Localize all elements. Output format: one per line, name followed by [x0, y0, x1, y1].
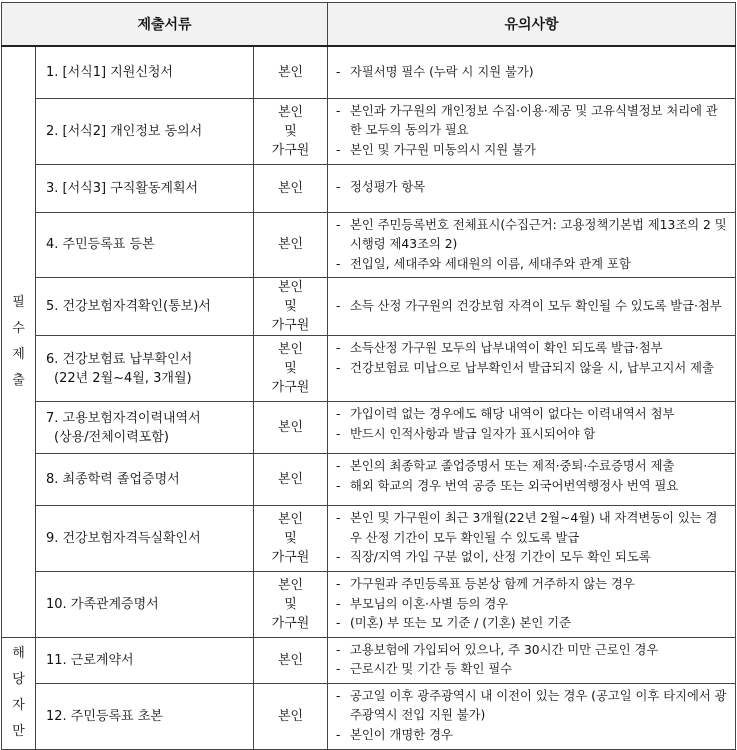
note-text: 반드시 인적사항과 발급 일자가 표시되어야 함	[350, 426, 596, 441]
group-char: 만	[12, 724, 25, 739]
note-text: 가입이력 없는 경우에도 해당 내역이 없다는 이력내역서 첨부	[350, 407, 675, 421]
note-item	[336, 425, 729, 445]
submitter-label: 본인	[277, 512, 304, 527]
bullet-dash: -	[336, 217, 341, 232]
document-name: 3. [서식3] 구직활동계획서	[46, 180, 199, 196]
submitter-label: 및	[284, 299, 297, 314]
submitter-label: 본인	[277, 420, 304, 435]
notes-cell	[328, 46, 736, 98]
table-row	[2, 46, 736, 98]
table-header-row	[2, 3, 736, 47]
note-text: 본인의 최종학교 졸업증명서 또는 제적·중퇴·수료증명서 제출	[350, 459, 675, 473]
note-item	[336, 595, 729, 615]
note-text: 본인 및 가구원 미동의시 지원 불가	[350, 142, 536, 157]
document-name-cell	[36, 683, 254, 749]
notes-cell	[328, 212, 736, 278]
note-item	[336, 457, 729, 477]
document-name: 9. 건강보험자격득실확인서	[46, 531, 201, 546]
table-row	[2, 683, 736, 749]
submitter-cell	[254, 402, 328, 454]
notes-cell	[328, 278, 736, 336]
document-name: 12. 주민등록표 초본	[46, 708, 163, 724]
note-text: 본인과 가구원의 개인정보 수집·이용·제공 및 고유식별정보 처리에 관한 모두의 동의가 필요	[350, 103, 718, 137]
note-text: 정성평가 항목	[350, 180, 426, 195]
note-item	[336, 339, 729, 359]
document-name-cell	[36, 164, 254, 212]
note-text: 소득산정 가구원 모두의 납부내역이 확인 되도록 발급·첨부	[350, 341, 663, 355]
submitter-label: 및	[284, 596, 297, 612]
submitter-label: 본인	[277, 708, 304, 724]
bullet-dash: -	[336, 341, 341, 355]
submitter-cell	[254, 637, 328, 683]
note-item	[336, 405, 729, 425]
bullet-dash: -	[336, 459, 341, 473]
note-item	[336, 726, 729, 746]
document-name: 7. 고용보험자격이력내역서	[46, 410, 201, 426]
submitter-label: 가구원	[271, 380, 310, 395]
note-item	[336, 297, 729, 317]
notes-cell	[328, 454, 736, 506]
note-text: 근로시간 및 기간 등 확인 필수	[350, 662, 513, 676]
note-text: 고용보험에 가입되어 있으나, 주 30시간 미만 근로인 경우	[350, 642, 659, 657]
document-name: 6. 건강보험료 납부확인서	[46, 351, 193, 367]
note-text: 소득 산정 가구원의 건강보험 자격이 모두 확인될 수 있도록 발급·첨부	[350, 298, 722, 313]
note-text: 직장/지역 가입 구분 없이, 산정 기간이 모두 확인 되도록	[350, 550, 651, 564]
submitter-label: 및	[284, 123, 297, 139]
submitter-label: 및	[284, 361, 297, 376]
submitter-cell	[254, 683, 328, 749]
bullet-dash: -	[336, 596, 341, 611]
document-name-cell	[36, 454, 254, 506]
document-name-cell	[36, 212, 254, 278]
note-item	[336, 141, 729, 161]
group-char: 제	[12, 346, 25, 362]
document-name-cell	[36, 506, 254, 572]
note-item	[336, 660, 729, 680]
notes-cell	[328, 402, 736, 454]
note-item	[336, 255, 729, 275]
note-item	[336, 575, 729, 595]
table-row	[2, 637, 736, 683]
table-row	[2, 212, 736, 278]
table-row	[2, 336, 736, 402]
group-char: 필	[12, 294, 25, 310]
document-name: (22년 2월~4월, 3개월)	[54, 370, 192, 386]
bullet-dash: -	[336, 103, 341, 118]
group-char: 해	[12, 646, 25, 661]
table-row	[2, 506, 736, 572]
document-name: 8. 최종학력 졸업증명서	[46, 472, 180, 487]
header-docs: 제출서류	[2, 3, 328, 47]
table-row	[2, 454, 736, 506]
notes-cell	[328, 164, 736, 212]
submitter-label: 가구원	[271, 142, 310, 158]
note-text: (미혼) 부 또는 모 기준 / (기혼) 본인 기준	[350, 616, 571, 630]
notes-cell	[328, 336, 736, 402]
submitter-cell	[254, 212, 328, 278]
group-char: 당	[12, 672, 25, 687]
submitter-label: 가구원	[271, 550, 310, 565]
group-char: 자	[12, 698, 25, 713]
group-required-cell	[2, 46, 36, 637]
document-name-cell	[36, 572, 254, 638]
submitter-label: 본인	[277, 472, 304, 487]
group-char: 수	[12, 320, 25, 336]
notes-cell	[328, 683, 736, 749]
document-name-cell	[36, 336, 254, 402]
document-name-cell	[36, 46, 254, 98]
document-name-cell	[36, 278, 254, 336]
bullet-dash: -	[336, 256, 341, 271]
submitter-cell	[254, 454, 328, 506]
document-name: 10. 가족관계증명서	[46, 596, 159, 612]
document-name: 4. 주민등록표 등본	[46, 237, 155, 253]
table-row	[2, 572, 736, 638]
submitter-label: 가구원	[271, 318, 310, 333]
note-item	[336, 63, 729, 83]
header-notes: 유의사항	[328, 3, 736, 47]
submitter-label: 본인	[277, 180, 304, 196]
submitter-label: 가구원	[271, 615, 310, 631]
submitter-cell	[254, 278, 328, 336]
table-row	[2, 402, 736, 454]
submitter-cell	[254, 506, 328, 572]
bullet-dash: -	[336, 642, 341, 657]
note-item	[336, 509, 729, 548]
bullet-dash: -	[336, 426, 341, 441]
bullet-dash: -	[336, 511, 341, 525]
document-name-cell	[36, 402, 254, 454]
bullet-dash: -	[336, 478, 341, 493]
note-item	[336, 687, 729, 726]
notes-cell	[328, 572, 736, 638]
bullet-dash: -	[336, 577, 341, 591]
note-text: 부모님의 이혼·사별 등의 경우	[350, 596, 509, 611]
document-name: 5. 건강보험자격확인(통보)서	[46, 299, 211, 314]
note-text: 건강보험료 미납으로 납부확인서 발급되지 않을 시, 납부고지서 제출	[350, 360, 714, 375]
submitter-label: 본인	[277, 652, 304, 668]
note-item	[336, 477, 729, 497]
submitter-cell	[254, 572, 328, 638]
note-text: 해외 학교의 경우 번역 공증 또는 외국어번역행정사 번역 필요	[350, 478, 679, 493]
bullet-dash: -	[336, 180, 341, 195]
document-name-cell	[36, 98, 254, 164]
note-item	[336, 178, 729, 198]
submitter-cell	[254, 98, 328, 164]
document-name: 2. [서식2] 개인정보 동의서	[46, 123, 203, 139]
submitter-label: 본인	[277, 237, 304, 253]
note-item	[336, 548, 729, 568]
table-row	[2, 164, 736, 212]
group-char: 출	[12, 372, 25, 388]
table-row	[2, 278, 736, 336]
table-row	[2, 98, 736, 164]
bullet-dash: -	[336, 616, 341, 630]
group-applicable-cell	[2, 637, 36, 749]
document-name: 1. [서식1] 지원신청서	[46, 64, 173, 80]
notes-cell	[328, 506, 736, 572]
note-text: 가구원과 주민등록표 등본상 함께 거주하지 않는 경우	[350, 577, 635, 591]
note-text: 공고일 이후 광주광역시 내 이전이 있는 경우 (공고일 이후 타지에서 광주광역시 전입 지원 불가)	[350, 688, 727, 722]
bullet-dash: -	[336, 550, 341, 564]
note-item	[336, 614, 729, 634]
document-name: (상용/전체이력포함)	[54, 429, 169, 445]
bullet-dash: -	[336, 662, 341, 676]
bullet-dash: -	[336, 727, 341, 742]
note-text: 본인 및 가구원이 최근 3개월(22년 2월~4월) 내 자격변동이 있는 경우 산정 기간이 모두 확인될 수 있도록 발급	[350, 511, 718, 545]
note-item	[336, 216, 729, 255]
submitter-cell	[254, 164, 328, 212]
submitter-cell	[254, 336, 328, 402]
document-name: 11. 근로계약서	[46, 652, 134, 668]
notes-cell	[328, 98, 736, 164]
document-name-cell	[36, 637, 254, 683]
note-item	[336, 359, 729, 379]
bullet-dash: -	[336, 298, 341, 313]
note-text: 본인 주민등록번호 전체표시(수집근거: 고용정책기본법 제13조의 2 및 시행령 제43조의 2)	[350, 217, 727, 251]
submitter-label: 본인	[277, 342, 304, 357]
submitter-label: 본인	[277, 64, 304, 80]
bullet-dash: -	[336, 142, 341, 157]
note-text: 전입일, 세대주와 세대원의 이름, 세대주와 관계 포함	[350, 256, 631, 271]
submitter-label: 본인	[277, 104, 304, 120]
submission-documents-table	[1, 2, 736, 750]
bullet-dash: -	[336, 360, 341, 375]
note-item	[336, 102, 729, 141]
submitter-label: 본인	[277, 280, 304, 295]
submitter-cell	[254, 46, 328, 98]
notes-cell	[328, 637, 736, 683]
bullet-dash: -	[336, 688, 341, 703]
note-text: 자필서명 필수 (누락 시 지원 불가)	[350, 64, 534, 79]
note-item	[336, 641, 729, 661]
bullet-dash: -	[336, 407, 341, 421]
submitter-label: 본인	[277, 577, 304, 593]
bullet-dash: -	[336, 64, 341, 79]
note-text: 본인이 개명한 경우	[350, 727, 453, 742]
submitter-label: 및	[284, 531, 297, 546]
